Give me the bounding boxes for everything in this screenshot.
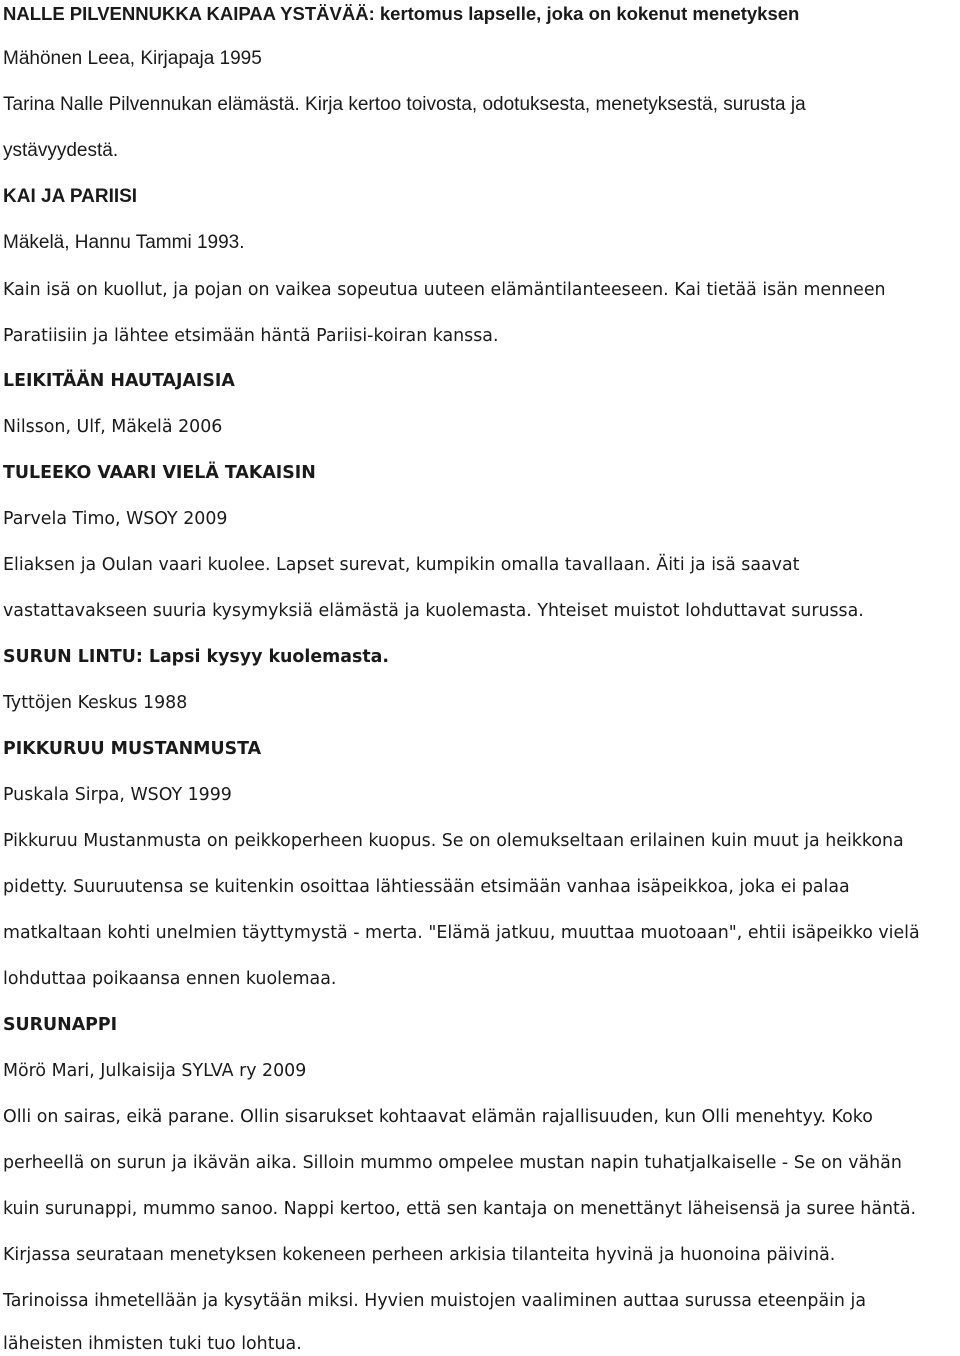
book-title: NALLE PILVENNUKKA KAIPAA YSTÄVÄÄ: kertomus lapselle, joka on kokenut menetyksen: [3, 3, 800, 24]
book-meta: Mörö Mari, Julkaisija SYLVA ry 2009: [3, 1061, 307, 1081]
book-meta: Tyttöjen Keskus 1988: [3, 693, 188, 713]
book-description-line: Kain isä on kuollut, ja pojan on vaikea sopeutua uuteen elämäntilanteeseen. Kai tietää isän menneen: [3, 280, 886, 300]
book-description-line: kuin surunappi, mummo sanoo. Nappi kertoo, että sen kantaja on menettänyt läheisensä ja suree häntä.: [3, 1199, 917, 1219]
book-description-line: Tarina Nalle Pilvennukan elämästä. Kirja kertoo toivosta, odotuksesta, menetyksestä, surusta ja: [3, 94, 806, 115]
book-meta: Mäkelä, Hannu Tammi 1993.: [3, 232, 245, 253]
book-description-line: ystävyydestä.: [3, 140, 119, 161]
book-description-line: läheisten ihmisten tuki tuo lohtua.: [3, 1334, 302, 1354]
book-meta: Mähönen Leea, Kirjapaja 1995: [3, 48, 262, 69]
book-description-line: perheellä on surun ja ikävän aika. Silloin mummo ompelee mustan napin tuhatjalkaiselle - Se on vähän: [3, 1153, 902, 1173]
book-description-line: Kirjassa seurataan menetyksen kokeneen perheen arkisia tilanteita hyvinä ja huonoina päivinä.: [3, 1245, 836, 1265]
book-description-line: lohduttaa poikaansa ennen kuolemaa.: [3, 969, 337, 989]
book-title: SURUNAPPI: [3, 1015, 118, 1035]
book-description-line: Tarinoissa ihmetellään ja kysytään miksi. Hyvien muistojen vaaliminen auttaa surussa eteenpäin ja: [3, 1291, 866, 1311]
book-title: LEIKITÄÄN HAUTAJAISIA: [3, 371, 235, 391]
book-description-line: Eliaksen ja Oulan vaari kuolee. Lapset surevat, kumpikin omalla tavallaan. Äiti ja isä saavat: [3, 555, 800, 575]
book-description-line: Paratiisiin ja lähtee etsimään häntä Pariisi-koiran kanssa.: [3, 326, 499, 346]
book-description-line: Pikkuruu Mustanmusta on peikkoperheen kuopus. Se on olemukseltaan erilainen kuin muut ja heikkona: [3, 831, 904, 851]
book-meta: Parvela Timo, WSOY 2009: [3, 509, 228, 529]
book-description-line: vastattavakseen suuria kysymyksiä elämästä ja kuolemasta. Yhteiset muistot lohduttavat surussa.: [3, 601, 864, 621]
book-description-line: pidetty. Suuruutensa se kuitenkin osoittaa lähtiessään etsimään vanhaa isäpeikkoa, joka ei palaa: [3, 877, 850, 897]
book-title: TULEEKO VAARI VIELÄ TAKAISIN: [3, 463, 316, 483]
book-title: KAI JA PARIISI: [3, 186, 138, 207]
book-meta: Nilsson, Ulf, Mäkelä 2006: [3, 417, 223, 437]
book-title: SURUN LINTU: Lapsi kysyy kuolemasta.: [3, 647, 389, 667]
book-description-line: matkaltaan kohti unelmien täyttymystä - merta. "Elämä jatkuu, muuttaa muotoaan", ehtii isäpeikko vielä: [3, 923, 920, 943]
book-meta: Puskala Sirpa, WSOY 1999: [3, 785, 232, 805]
book-description-line: Olli on sairas, eikä parane. Ollin sisarukset kohtaavat elämän rajallisuuden, kun Olli menehtyy. Koko: [3, 1107, 873, 1127]
book-title: PIKKURUU MUSTANMUSTA: [3, 739, 262, 759]
